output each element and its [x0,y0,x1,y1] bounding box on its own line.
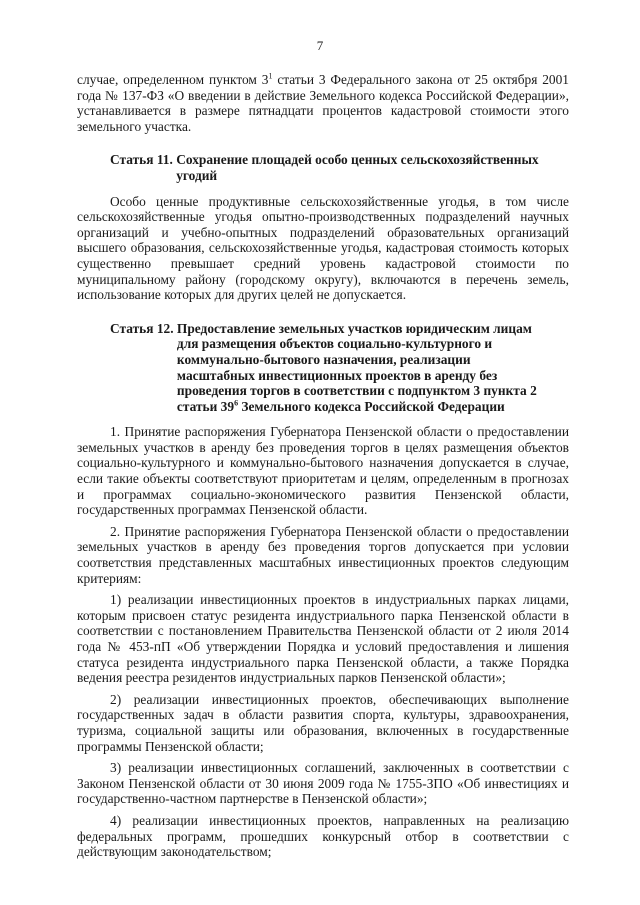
article-12-paragraph-2: 2. Принятие распоряжения Губернатора Пензенской области о предоставлении земельных участков в аренду без проведения торгов допускается при условии соответствия представленных масштабных инвестиционных проектов следующим критериям: [77,523,569,586]
criterion-item-2: 2) реализации инвестиционных проектов, обеспечивающих выполнение государственных задач в области развития спорта, культуры, здравоохранения, туризма, социальной защиты или образования, включенных в государственные программы Пензенской области; [77,691,569,754]
intro-paragraph [77,72,569,134]
criterion-item-3: 3) реализации инвестиционных соглашений, заключенных в соответствии с Законом Пензенской области от 30 июня 2009 года № 1755-ЗПО «Об инвестициях и государственно-частном партнерстве в Пензенской области»; [77,760,569,807]
page-number: 7 [316,38,324,53]
article-11-title: Сохранение площадей особо ценных сельскохозяйственных угодий [176,152,539,183]
document-body [77,72,569,860]
intro-superscript: 1 [268,71,273,81]
article-11-text: Особо ценные продуктивные сельскохозяйственные угодья, в том числе сельскохозяйственные угодья опытно-производственных подразделений научных организаций и учебно-опытных подразделений образовательных организаций высшего образования, сельскохозяйственные угодья, кадастровая стоимость которых существенно превышает средний уровень кадастровой стоимости по муниципальному району (городскому округу), включаются в перечень земель, использование которых для других целей не допускается. [77,193,569,303]
intro-text-part1: случае, определенном пунктом 3 [77,72,269,87]
article-12-title-superscript: 6 [234,398,239,408]
criterion-item-1: 1) реализации инвестиционных проектов в индустриальных парках лицами, которым присвоен статус резидента индустриального парка Пензенской области в соответствии с постановлением Правительства Пензенской области от 2 июля 2014 года № 453-пП «Об утверждении Порядка и условий предоставления и лишения статуса резидента индустриального парка Пензенской области, а также Порядка ведения реестра резидентов индустриальных парков Пензенской области»; [77,592,569,686]
article-12-paragraph-1: 1. Принятие распоряжения Губернатора Пензенской области о предоставлении земельных участков в аренду без проведения торгов в целях размещения объектов социально-культурного и коммунально-бытового назначения допускается в случае, если такие объекты соответствуют приоритетам и целям, определенным в прогнозах и программах социально-экономического развития Пензенской области, государственных программах Пензенской области. [77,424,569,518]
article-11-number: Статья 11. [110,152,177,168]
article-12-heading [110,321,569,415]
article-12-number: Статья 12. [110,320,177,336]
article-11-heading [110,152,569,183]
intro-text-part2: статьи 3 Федерального закона от 25 октября 2001 года № 137-ФЗ «О введении в действие Земельного кодекса Российской Федерации», устанавливается в размере пятнадцати процентов кадастровой стоимости этого земельного участка. [77,72,569,134]
article-12-title-part2: Земельного кодекса Российской Федерации [238,398,505,414]
article-12-title [177,321,569,415]
article-12-title-part1: Предоставление земельных участков юридическим лицам для размещения объектов социально-культурного и коммунально-бытового назначения, реализации масштабных инвестиционных проектов в аренду без проведения торгов в соответствии с подпунктом 3 пункта 2 статьи 39 [176,320,537,414]
criterion-item-4: 4) реализации инвестиционных проектов, направленных на реализацию федеральных программ, прошедших конкурсный отбор в соответствии с действующим законодательством; [77,812,569,860]
